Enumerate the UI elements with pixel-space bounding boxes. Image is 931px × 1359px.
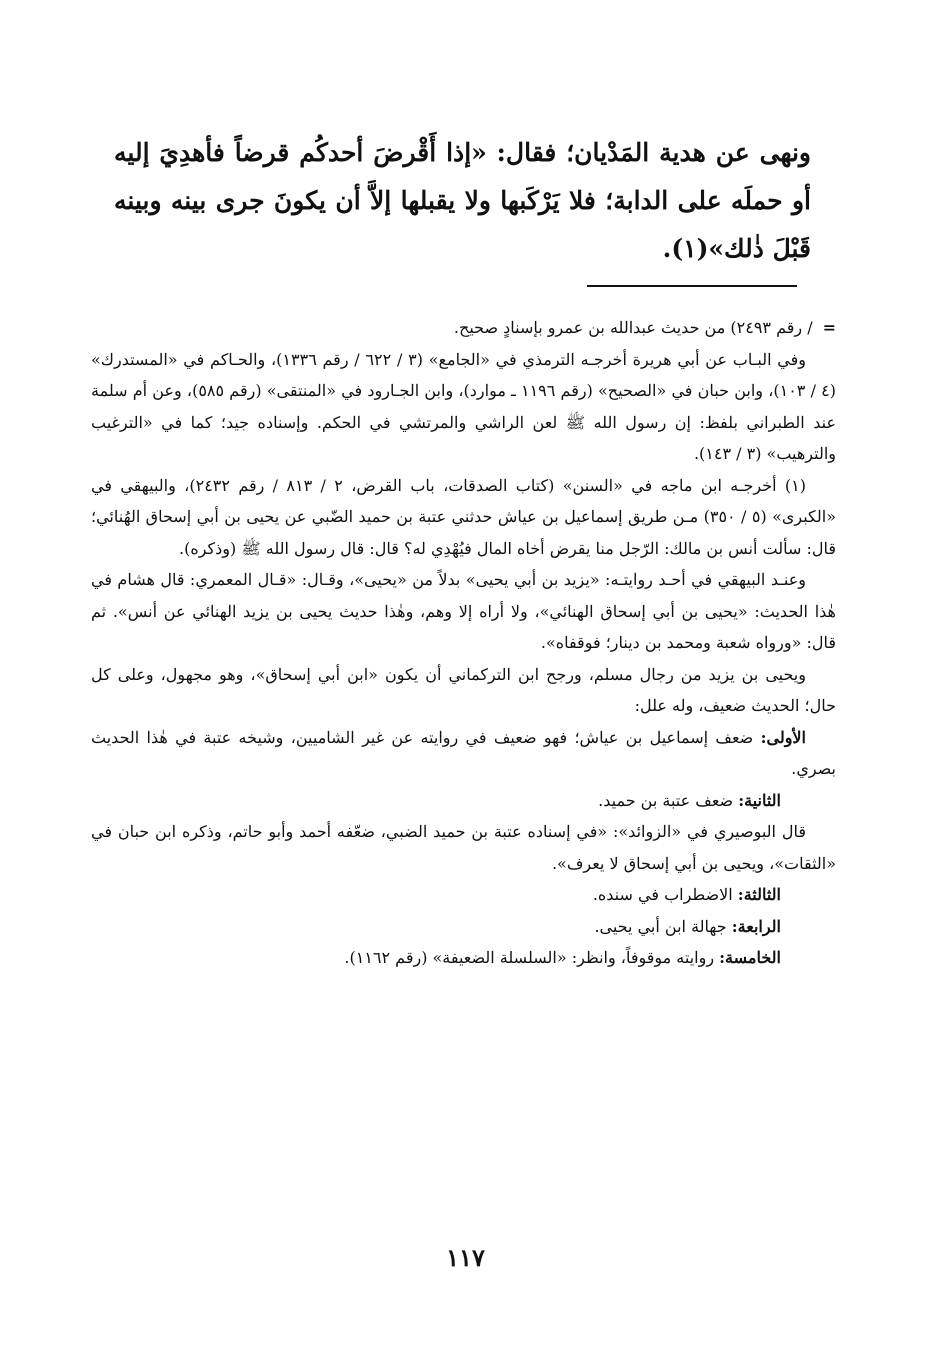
item-text: الاضطراب في سنده. — [592, 885, 738, 904]
page-number: ١١٧ — [446, 1243, 485, 1272]
item-label: الرابعة: — [731, 916, 781, 936]
footnote-item — [91, 879, 836, 911]
item-label: الثانية: — [738, 790, 781, 810]
footnote-1: (١) أخرجـه ابن ماجه في «السنن» (كتاب الصدقات، باب القرض، ٢ / ٨١٣ / رقم ٢٤٣٢)، والبيهقي في «الكبرى» (٥ / ٣٥٠) مـن طريق إسماعيل بن عياش حدثني عتبة بن حميد الضّبي عن يحيى بن أبي إسحاق الهُنائي؛ قال: سألت أنس بن مالك: الرّجل منا يقرض أخاه المال فيُهْدِي له؟ قال: قال رسول الله ﷺ (وذكره). — [91, 475, 837, 558]
footnote-paragraph: وفي البـاب عن أبي هريرة أخرجـه الترمذي في «الجامع» (٣ / ٦٢٢ / رقم ١٣٣٦)، والحـاكم في «المستدرك» (٤ / ١٠٣)، وابن حبان في «الصحيح» (رقم ١١٩٦ ـ موارد)، وابن الجـارود في «المنتقى» (رقم ٥٨٥)، وعن أم سلمة عند الطبراني بلفظ: إن رسول الله ﷺ لعن الراشي والمرتشي في الحكم. وإسناده جيد؛ كما في «الترغيب والترهيب» (٣ / ١٤٣). — [91, 349, 836, 463]
footnote-item — [91, 942, 836, 974]
footnotes — [91, 312, 836, 974]
footnote-item — [91, 911, 836, 943]
item-text: ضعف عتبة بن حميد. — [598, 790, 739, 810]
item-text: ضعف إسماعيل بن عياش؛ فهو ضعيف في روايته عن غير الشاميين، وشيخه عتبة في هٰذا الحديث بصري. — [91, 727, 836, 778]
footnote-paragraph: قال البوصيري في «الزوائد»: «في إسناده عتبة بن حميد الضبي، ضعّفه أحمد وأبو حاتم، وذكره ابن حبان في «الثقات»، ويحيى بن أبي إسحاق لا يعرف». — [91, 822, 836, 873]
footnote-item — [91, 785, 836, 817]
item-text: جهالة ابن أبي يحيى. — [594, 916, 732, 936]
footnote-divider — [587, 285, 797, 287]
item-label: الأولى: — [760, 727, 806, 747]
item-label: الخامسة: — [719, 948, 781, 967]
footnote-continuation — [91, 312, 836, 344]
continuation-text: / رقم ٢٤٩٣) من حديث عبدالله بن عمرو بإسنادٍ صحيح. — [453, 318, 813, 337]
continuation-mark: = — [822, 318, 836, 337]
main-text: ونهى عن هدية المَدْيان؛ فقال: «إذا أَقْرضَ أحدكُم قرضاً فأهدِيَ إليه أو حملَه على الدابة؛ فلا يَرْكَبها ولا يقبلها إلاَّ أن يكونَ جرى بينه وبينه قَبْلَ ذٰلك»(١). — [114, 138, 811, 263]
footnote-paragraph: ويحيى بن يزيد من رجال مسلم، ورجح ابن التركماني أن يكون «ابن أبي إسحاق»، وهو مجهول، وعلى كل حال؛ الحديث ضعيف، وله علل: — [91, 664, 836, 715]
footnote-item — [91, 722, 836, 785]
item-text: روايته موقوفاً، وانظر: «السلسلة الضعيفة» (رقم ١١٦٢). — [344, 948, 720, 967]
item-label: الثالثة: — [737, 885, 781, 904]
footnote-paragraph: وعنـد البيهقي في أحـد روايتـه: «يزيد بن أبي يحيى» بدلاً من «يحيى»، وقـال: «قـال المعمري: قال هشام في هٰذا الحديث: «يحيى بن أبي إسحاق الهنائي»، ولا أراه إلا وهم، وهٰذا حديث يحيى بن يزيد الهنائي عن أنس». ثم قال: «ورواه شعبة ومحمد بن دينار؛ فوقفاه». — [91, 570, 836, 652]
